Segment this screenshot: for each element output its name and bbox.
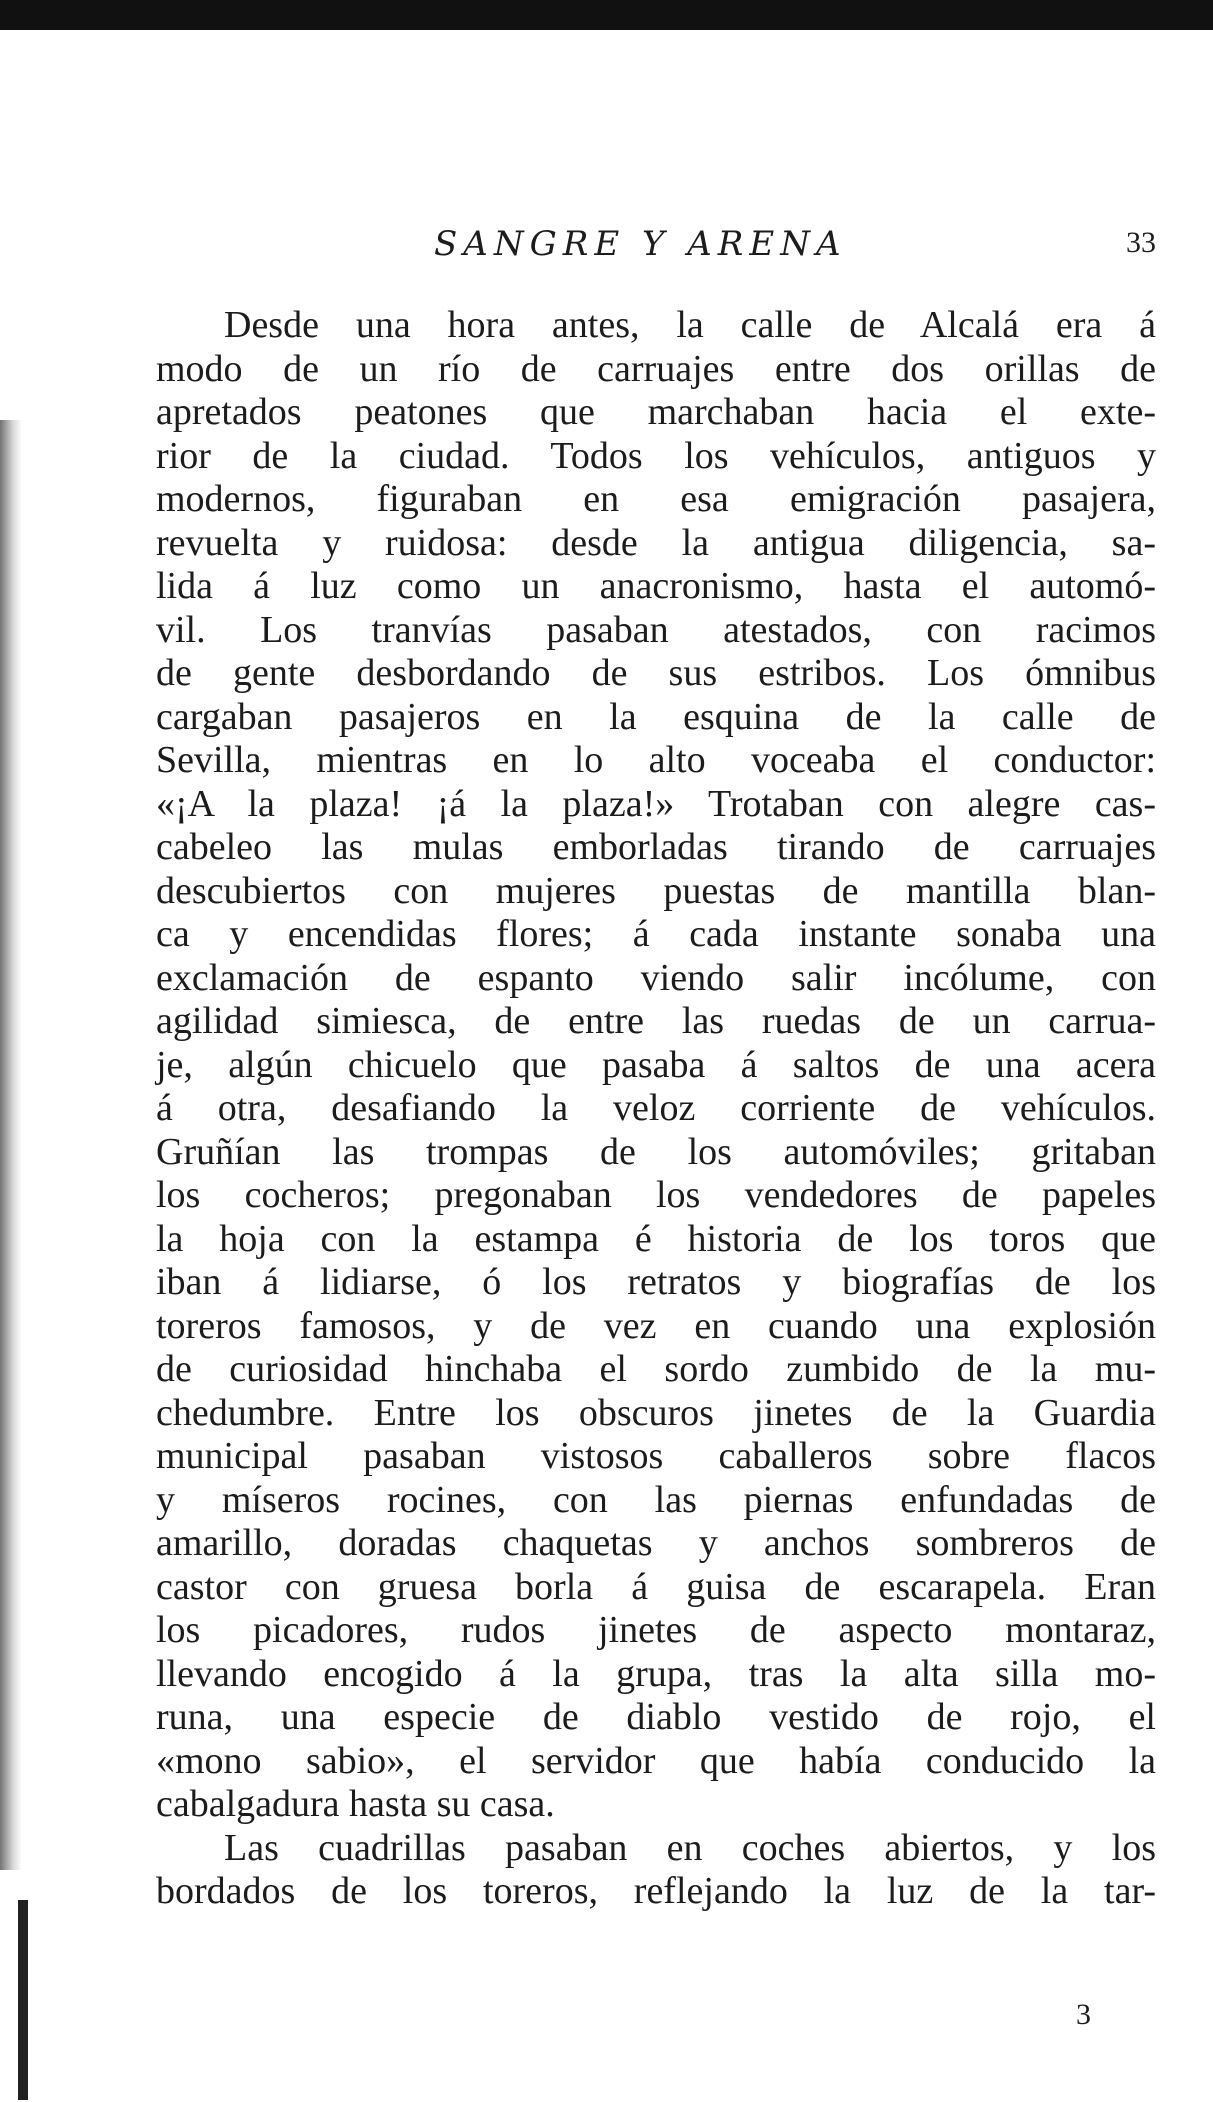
text-line: y míseros rocines, con las piernas enfundadas de [156, 1478, 1156, 1521]
text-line: descubiertos con mujeres puestas de mantilla blan- [156, 869, 1156, 912]
page-number: 33 [1126, 226, 1156, 259]
text-line: vil. Los tranvías pasaban atestados, con racimos [156, 608, 1156, 651]
text-line: á otra, desafiando la veloz corriente de vehículos. [156, 1087, 1156, 1129]
text-line: modernos, figuraban en esa emigración pasajera, [156, 478, 1156, 520]
text-line: lida á luz como un anacronismo, hasta el automó- [156, 565, 1156, 607]
text-line: los picadores, rudos jinetes de aspecto montaraz, [156, 1609, 1156, 1651]
text-line: los cocheros; pregonaban los vendedores de papeles [156, 1174, 1156, 1216]
text-line: la hoja con la estampa é historia de los toros que [156, 1217, 1156, 1260]
text-line: agilidad simiesca, de entre las ruedas de un carrua- [156, 1000, 1156, 1042]
body-text [156, 304, 1156, 1914]
text-line: modo de un río de carruajes entre dos orillas de [156, 347, 1156, 390]
text-line: Las cuadrillas pasaban en coches abiertos, y los [224, 1826, 1156, 1869]
text-line: chedumbre. Entre los obscuros jinetes de la Guardia [156, 1391, 1156, 1434]
text-line: apretados peatones que marchaban hacia el exte- [156, 391, 1156, 433]
text-line: bordados de los toreros, reflejando la luz de la tar- [156, 1870, 1156, 1912]
scan-top-edge [0, 0, 1213, 30]
text-line: llevando encogido á la grupa, tras la alta silla mo- [156, 1652, 1156, 1695]
text-line: ca y encendidas flores; á cada instante sonaba una [156, 913, 1156, 955]
text-line: cargaban pasajeros en la esquina de la calle de [156, 695, 1156, 738]
text-line: cabeleo las mulas emborladas tirando de carruajes [156, 826, 1156, 868]
text-line: castor con gruesa borla á guisa de escarapela. Eran [156, 1565, 1156, 1608]
text-line: cabalgadura hasta su casa. [156, 1783, 555, 1825]
text-line: Gruñían las trompas de los automóviles; gritaban [156, 1130, 1156, 1173]
printer-signature-mark: 3 [1076, 1998, 1091, 2031]
running-head [156, 224, 1156, 268]
text-line: «mono sabio», el servidor que había conducido la [156, 1739, 1156, 1782]
text-line: amarillo, doradas chaquetas y anchos sombreros de [156, 1522, 1156, 1564]
text-line: iban á lidiarse, ó los retratos y biografías de los [156, 1261, 1156, 1303]
text-line: de curiosidad hinchaba el sordo zumbido de la mu- [156, 1348, 1156, 1390]
text-line: revuelta y ruidosa: desde la antigua diligencia, sa- [156, 521, 1156, 564]
text-line: municipal pasaban vistosos caballeros sobre flacos [156, 1435, 1156, 1477]
text-line: Sevilla, mientras en lo alto voceaba el conductor: [156, 739, 1156, 781]
text-line: exclamación de espanto viendo salir incólume, con [156, 956, 1156, 999]
scan-binding-edge [18, 1900, 28, 2100]
text-line: je, algún chicuelo que pasaba á saltos de una acera [156, 1043, 1156, 1086]
text-line: toreros famosos, y de vez en cuando una explosión [156, 1304, 1156, 1347]
text-line: «¡A la plaza! ¡á la plaza!» Trotaban con alegre cas- [156, 782, 1156, 825]
scan-binding-shadow [0, 420, 22, 1870]
text-line: Desde una hora antes, la calle de Alcalá era á [224, 304, 1156, 346]
text-line: rior de la ciudad. Todos los vehículos, antiguos y [156, 434, 1156, 477]
text-line: de gente desbordando de sus estribos. Los ómnibus [156, 652, 1156, 694]
book-title: SANGRE Y ARENA [434, 224, 847, 264]
text-line: runa, una especie de diablo vestido de rojo, el [156, 1696, 1156, 1738]
